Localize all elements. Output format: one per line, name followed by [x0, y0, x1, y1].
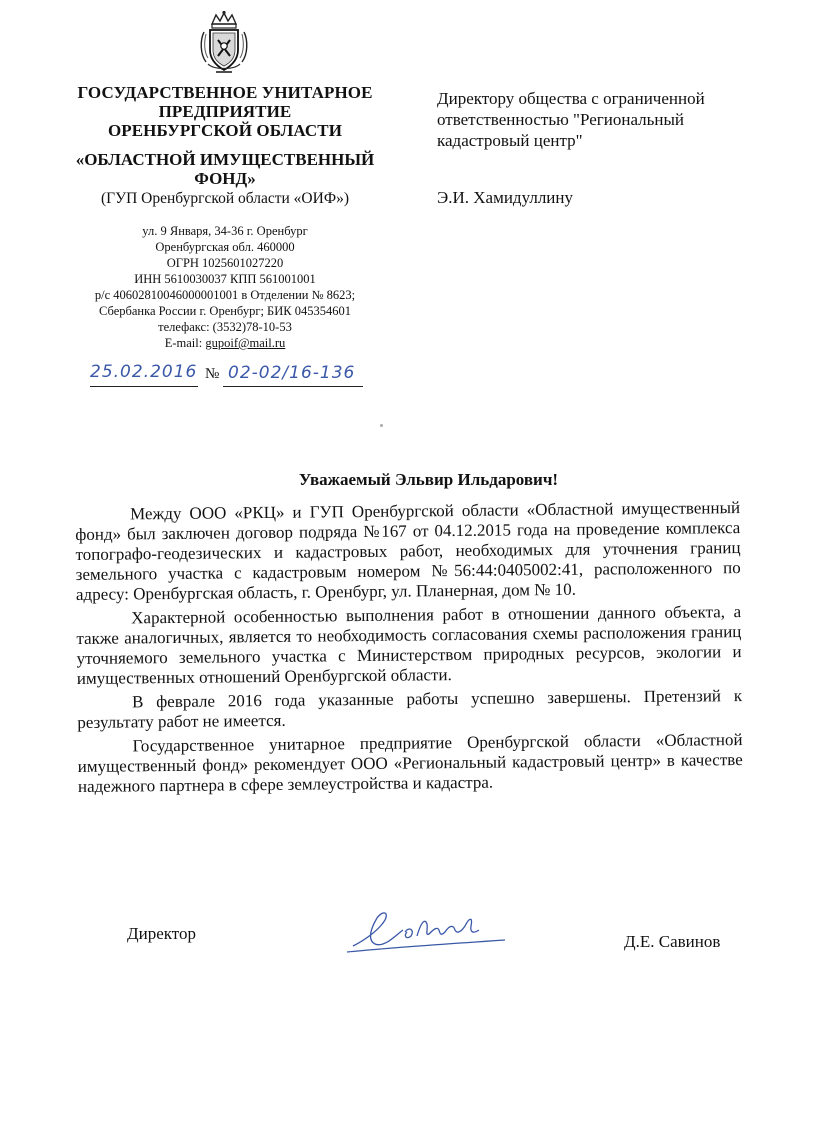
letter-body	[75, 498, 743, 801]
registration-line	[90, 362, 370, 392]
scan-speck	[380, 424, 383, 427]
organization-header	[60, 83, 390, 351]
registration-number: 02-02/16-136	[228, 363, 356, 383]
signatory-name: Д.Е. Савинов	[624, 932, 721, 951]
org-name-line: ОРЕНБУРГСКОЙ ОБЛАСТИ	[107, 121, 343, 140]
salutation: Уважаемый Эльвир Ильдарович!	[298, 470, 559, 489]
ogrn-line: ОГРН 1025601027220	[166, 256, 284, 270]
address-line: ул. 9 Января, 34-36 г. Оренбург	[142, 224, 308, 238]
inn-kpp-line: ИНН 5610030037 КПП 561001001	[134, 272, 316, 286]
date-underline	[90, 386, 198, 387]
org-name-line: ПРЕДПРИЯТИЕ	[158, 102, 292, 121]
addressee-line: ответственностью "Региональный	[437, 110, 684, 129]
fund-name	[60, 150, 390, 188]
fund-name-line: «ОБЛАСТНОЙ ИМУЩЕСТВЕННЫЙ	[75, 150, 375, 169]
number-underline	[223, 386, 363, 387]
body-paragraph: Между ООО «РКЦ» и ГУП Оренбургской области «Областной имущественный фонд» был заключен договор подряда №167 от 04.12.2015 года на проведение комплекса топографо-геодезических и кадастровых работ, необходимых для уточнения границ земельного участка с кадастровым номером №56:44:0405002:41, расположенного по адресу: Оренбургская область, г. Оренбург, ул. Планерная, дом № 10.	[75, 498, 741, 604]
org-name	[60, 83, 390, 140]
addressee-line: Директору общества с ограниченной	[437, 89, 705, 108]
org-name-line: ГОСУДАРСТВЕННОЕ УНИТАРНОЕ	[77, 83, 373, 102]
body-paragraph: Государственное унитарное предприятие Оренбургской области «Областной имущественный фонд» рекомендует ООО «Региональный кадастровый центр» в качестве надежного партнера в сфере землеустройства и кадастра.	[77, 730, 743, 796]
addressee-name: Э.И. Хамидуллину	[437, 188, 573, 207]
addressee-line: кадастровый центр"	[437, 131, 583, 150]
body-paragraph: Характерной особенностью выполнения работ в отношении данного объекта, а также аналогичных, является то необходимость согласования схемы расположения границ уточняемого земельного участка с Министерством природных ресурсов, экологии и имущественных отношений Оренбургской области.	[76, 602, 742, 688]
handwritten-signature-icon	[345, 900, 515, 960]
number-sign: №	[205, 366, 220, 382]
fund-name-line: ФОНД»	[194, 169, 256, 188]
registration-date: 25.02.2016	[90, 362, 198, 382]
addressee-block	[437, 88, 767, 208]
email-link[interactable]: gupoif@mail.ru	[205, 336, 286, 350]
bank-bik-line: Сбербанка России г. Оренбург; БИК 045354601	[99, 304, 351, 318]
org-short-name: (ГУП Оренбургской области «ОИФ»)	[101, 190, 349, 207]
signatory-title: Директор	[127, 924, 196, 943]
coat-of-arms-icon	[196, 10, 252, 76]
email-label: E-mail:	[164, 336, 206, 350]
address-line: Оренбургская обл. 460000	[155, 240, 295, 254]
body-paragraph: В феврале 2016 года указанные работы успешно завершены. Претензий к результату работ не имеется.	[77, 686, 743, 732]
bank-account-line: р/с 40602810046000001001 в Отделении № 8623;	[94, 288, 356, 302]
email-line	[60, 335, 390, 351]
fax-line: телефакс: (3532)78-10-53	[158, 320, 292, 334]
org-address-block	[60, 223, 390, 351]
